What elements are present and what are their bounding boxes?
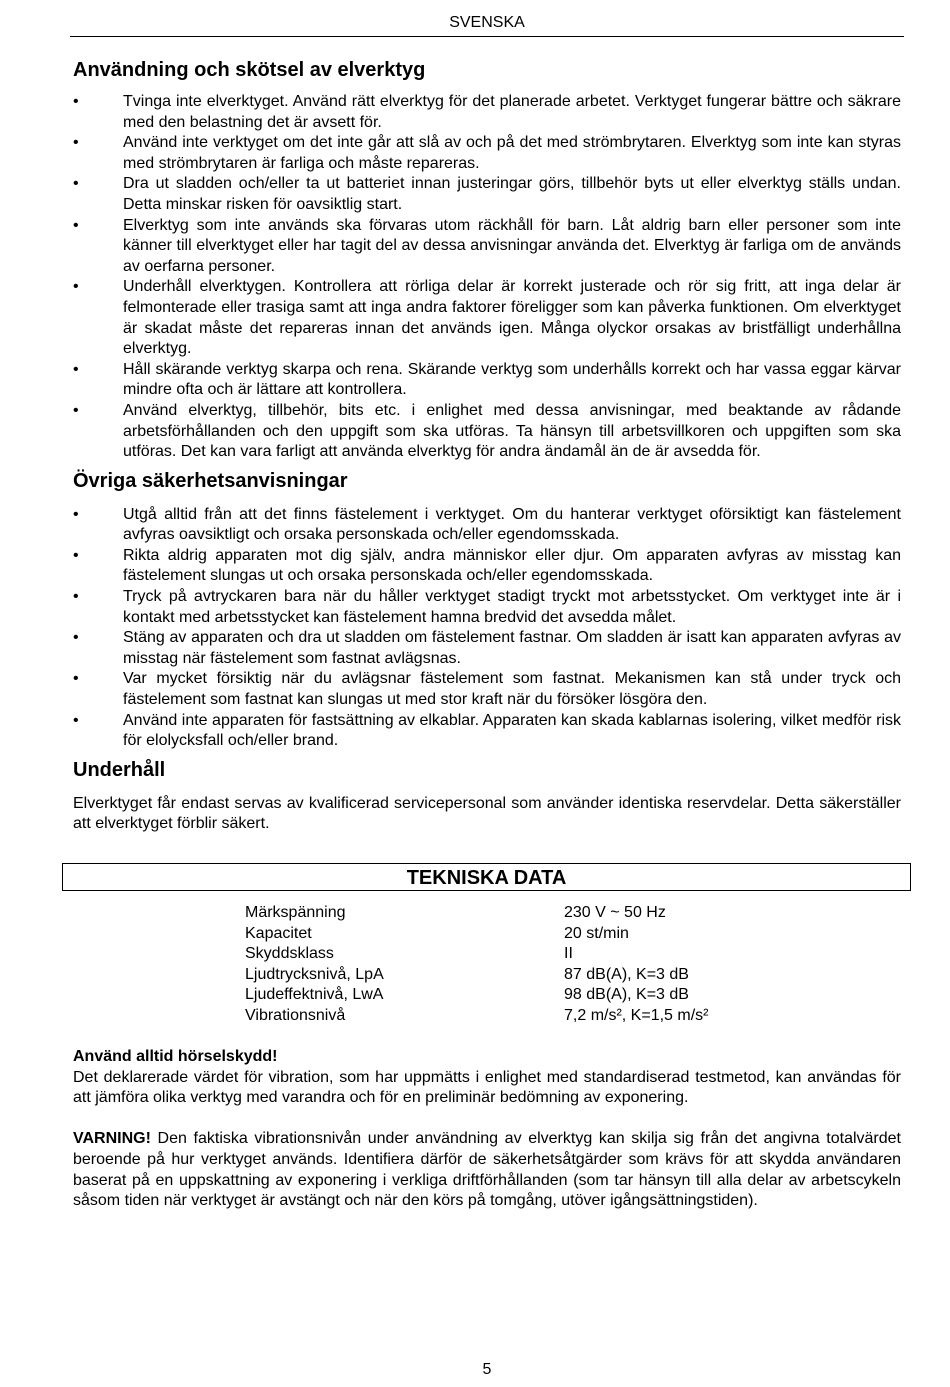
list-item: • Var mycket försiktig när du avlägsnar fästelement som fastnat. Mekanismen kan stå under tryck och fästelement som fastnat kan slungas ut med stor kraft när du försöker lösgöra den. [73,670,901,709]
notes-block [73,1047,901,1212]
spec-value: 20 st/min [564,924,629,942]
section-title-maintenance: Underhåll [73,758,166,781]
spec-label: Märkspänning [245,904,346,921]
other-safety-list [73,505,901,752]
list-item: • Använd elverktyg, tillbehör, bits etc. i enlighet med dessa anvisningar, med beaktande av rådande arbetsförhållanden och den uppgift som ska utföras. Ta hänsyn till arbetsvillkoren och uppgiften som ska utföras. Det kan vara farligt att använda elverktyg för andra ändamål än de är avsedda för. [73,401,901,461]
spec-row [245,903,805,924]
usage-care-list [73,92,901,463]
spec-value: 7,2 m/s², K=1,5 m/s² [564,1006,709,1024]
spec-label: Ljudtrycksnivå, LpA [245,965,384,983]
bullet-icon: • [73,629,79,647]
spec-row [245,944,805,965]
list-item: • Tryck på avtryckaren bara när du håller verktyget stadigt tryckt mot arbetsstycket. Om verktyget inte är i kontakt med arbetsstycket kan fästelement hamna bredvid det avsedda målet. [73,588,901,626]
spec-row [245,1006,805,1027]
maintenance-text: Elverktyget får endast servas av kvalificerad servicepersonal som använder identiska reservdelar. Detta säkerställer att elverktyget förblir säkert. [73,794,901,833]
section-title-usage-care: Användning och skötsel av elverktyg [73,59,426,81]
bullet-icon: • [73,711,79,729]
warning-text: Den faktiska vibrationsnivån under användning av elverktyg kan skilja sig från det angivna totalvärdet beroende på hur verktyget används. Identifiera därför de säkerhetsåtgärder som krävs för att skydda användaren baserat på en uppskattning av exponering i verkliga driftförhållanden (som tar hänsyn till alla delar av arbetscykeln såsom tiden när verktyget är avstängt och när den körs på tomgång, utöver igångsättningstiden). [73,1130,901,1210]
main-content [73,56,901,835]
hearing-protection-heading: Använd alltid hörselskydd! [73,1048,278,1065]
spec-value: 98 dB(A), K=3 dB [564,986,689,1004]
tech-data-heading-box [62,863,911,891]
list-item: • Använd inte verktyget om det inte går att slå av och på det med strömbrytaren. Elverktyg som inte kan styras med strömbrytaren är farliga och måste repareras. [73,134,901,172]
spec-row [245,965,805,986]
bullet-icon: • [73,505,79,523]
bullet-icon: • [73,588,79,606]
list-item: • Elverktyg som inte används ska förvaras utom räckhåll för barn. Låt aldrig barn eller personer som inte känner till elverktyget eller har tagit del av dessa anvisningar använda det. Elverktyg är farliga om de används av oerfarna personer. [73,216,901,275]
list-item: • Dra ut sladden och/eller ta ut batteriet innan justeringar görs, tillbehör byts ut eller elverktyg ställs undan. Detta minskar risken för oavsiktlig start. [73,175,901,213]
list-item: • Tvinga inte elverktyget. Använd rätt elverktyg för det planerade arbetet. Verktyget fungerar bättre och säkrare med den belastning det är avsett för. [73,93,901,131]
list-item: • Utgå alltid från att det finns fästelement i verktyget. Om du hanterar verktyget oförsiktigt kan fästelement avfyras oavsiktligt och orsaka personskada och/eller egendomsskada. [73,505,901,544]
spec-label: Skyddsklass [245,945,334,963]
spec-label: Kapacitet [245,924,312,942]
list-item: • Underhåll elverktygen. Kontrollera att rörliga delar är korrekt justerade och rör sig fritt, att inga delar är felmonterade eller trasiga samt att inga andra faktorer föreligger som kan påverka funktionen. Om elverktyget är skadat måste det repareras innan det används igen. Många olyckor orsakas av bristfälligt underhållna elverktyg. [73,278,901,358]
bullet-icon: • [73,175,79,193]
spec-value: II [564,945,573,963]
spec-table [245,903,805,1027]
bullet-icon: • [73,401,79,419]
section-title-other-safety: Övriga säkerhetsanvisningar [73,469,348,492]
spec-value: 230 V ~ 50 Hz [564,904,666,921]
page-number: 5 [482,1361,492,1378]
header-rule [70,36,904,37]
spec-row [245,924,805,945]
spec-label: Vibrationsnivå [245,1006,346,1024]
bullet-icon: • [73,216,79,234]
bullet-icon: • [73,546,79,564]
bullet-icon: • [73,134,79,152]
header-language: SVENSKA [449,14,525,31]
warning-paragraph [73,1129,901,1211]
bullet-icon: • [73,670,79,688]
spec-row [245,985,805,1006]
bullet-icon: • [73,278,79,296]
list-item: • Stäng av apparaten och dra ut sladden om fästelement fastnar. Om sladden är isatt kan apparaten avfyras av misstag när fästelement som fastnat avlägsnas. [73,629,901,667]
list-item: • Använd inte apparaten för fastsättning av elkablar. Apparaten kan skada kablarnas isolering, vilket medför risk för elolycksfall och/eller brand. [73,711,901,750]
spec-value: 87 dB(A), K=3 dB [564,965,689,983]
tech-data-title: TEKNISKA DATA [406,867,567,889]
bullet-icon: • [73,360,79,378]
bullet-icon: • [73,93,79,110]
warning-label: VARNING! [73,1130,151,1148]
list-item: • Håll skärande verktyg skarpa och rena. Skärande verktyg som underhålls korrekt och har vassa eggar kärvar mindre ofta och är lättare att kontrollera. [73,360,901,399]
vibration-text: Det deklarerade värdet för vibration, som har uppmätts i enlighet med standardiserad testmetod, kan användas för att jämföra olika verktyg med varandra och för en preliminär bedömning av exponering. [73,1068,901,1107]
list-item: • Rikta aldrig apparaten mot dig själv, andra människor eller djur. Om apparaten avfyras av misstag kan fästelement slungas ut och orsaka personskada och/eller egendomsskada. [73,546,901,585]
spec-label: Ljudeffektnivå, LwA [245,986,384,1004]
